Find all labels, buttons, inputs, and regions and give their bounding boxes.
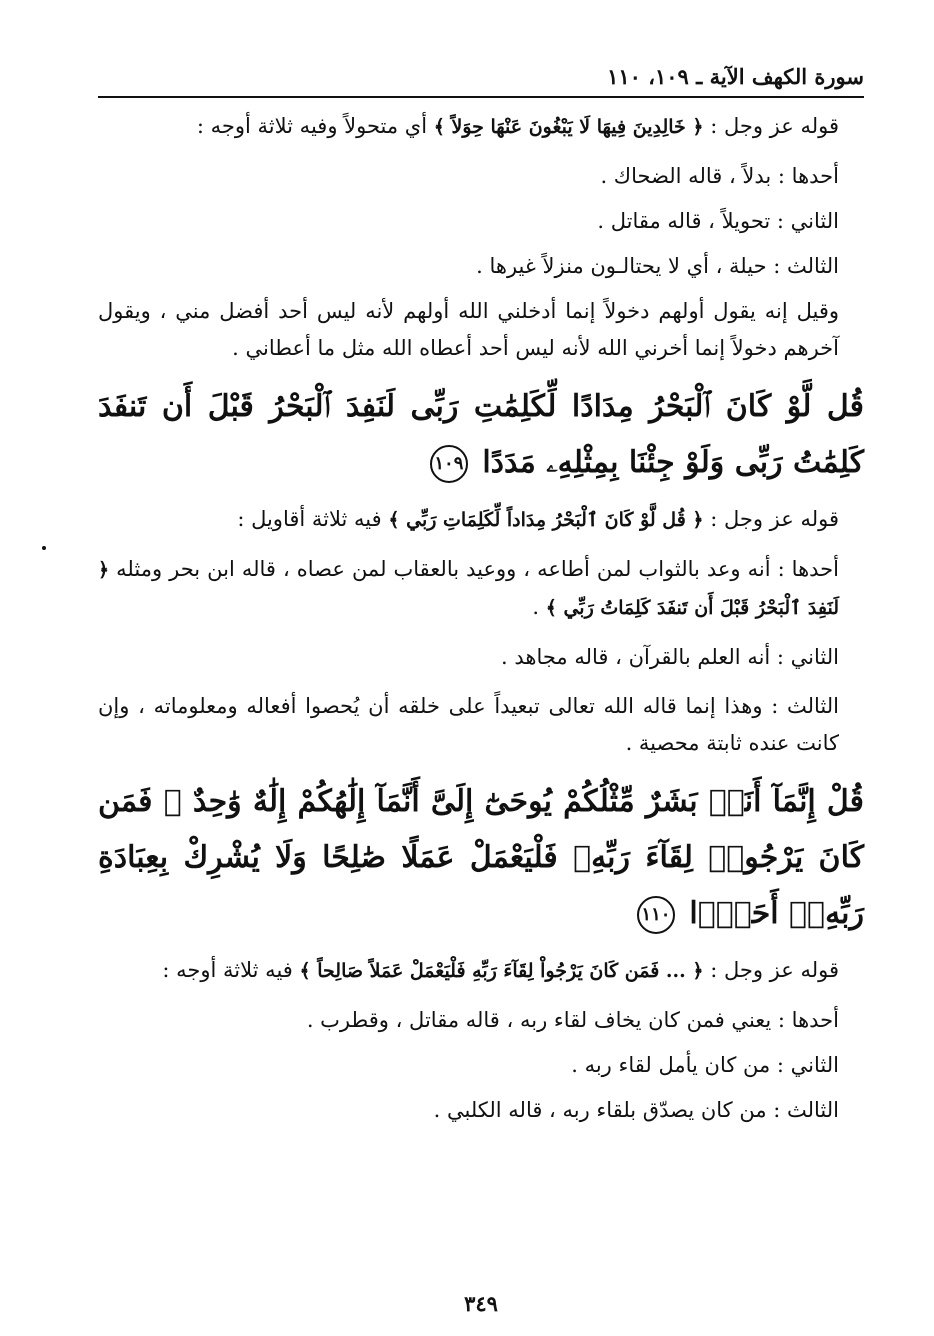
verse-110-text: قُلْ إِنَّمَآ أَنَا۠ بَشَرٌ مِّثْلُكُمْ يُوحَىٰٓ إِلَىَّ أَنَّمَآ إِلَٰهُكُمْ إِلَٰهٌ وَٰحِدٌ ۖ فَمَن كَانَ يَرْجُوا۟ لِقَآءَ رَبِّهِۦ فَلْيَعْمَلْ عَمَلًا صَٰلِحًا وَلَا يُشْرِكْ بِعِبَادَةِ رَبِّهِۦٓ أَحَدًۢا [98, 784, 864, 931]
section2-item-3: الثالث : وهذا إنما قاله الله تعالى تبعيداً على خلقه أن يُحصوا أفعاله ومعلوماته ، وإن كانت عنده ثابتة محصية . [98, 694, 839, 755]
section2-item-1-quote: ﴿ لَنَفِدَ ٱلْبَحْرُ قَبْلَ أَن تَنفَدَ كَلِمَاتُ رَبِّي ﴾ [98, 559, 839, 619]
page [98, 56, 864, 1316]
section1-extra: وقيل إنه يقول أولهم دخولاً إنما أدخلني الله أولهم لأنه ليس أحد أفضل مني ، ويقول آخرهم دخولاً إنما أخرني الله لأنه ليس أحد أعطاه الله مثل ما أعطاني . [98, 299, 839, 360]
section1-item-2: الثاني : تحويلاً ، قاله مقاتل . [597, 209, 839, 233]
section3-item-2: الثاني : من كان يأمل لقاء ربه . [571, 1053, 839, 1077]
section2-intro-prefix: قوله عز وجل : [703, 507, 839, 531]
verse-110 [98, 774, 864, 942]
section2-item-2: الثاني : أنه العلم بالقرآن ، قاله مجاهد . [501, 645, 839, 669]
section1-quote: ﴿ خَالِدِينَ فِيهَا لَا يَبْغُونَ عَنْهَا حِوَلاً ﴾ [433, 116, 704, 138]
section3-intro-suffix: فيه ثلاثة أوجه : [162, 958, 300, 982]
section3-item-3: الثالث : من كان يصدّق بلقاء ربه ، قاله الكلبي . [433, 1098, 839, 1122]
section2-item-1 [98, 551, 864, 627]
verse-109-number: ١٠٩ [430, 445, 468, 483]
section3-quote: ﴿ ... فَمَن كَانَ يَرْجُواْ لِقَآءَ رَبِّهِ فَلْيَعْمَلْ عَمَلاً صَالِحاً ﴾ [299, 960, 704, 982]
verse-109 [98, 379, 864, 491]
section1-item-1: أحدها : بدلاً ، قاله الضحاك . [600, 164, 839, 188]
section3-intro-prefix: قوله عز وجل : [703, 958, 839, 982]
verse-110-number: ١١٠ [637, 896, 675, 934]
header-title: سورة الكهف الآية ـ ١٠٩، ١١٠ [607, 64, 864, 89]
section3-list [98, 1002, 864, 1129]
stray-dot-mark [42, 546, 46, 550]
section3-intro [98, 952, 864, 990]
section2-intro-suffix: فيه ثلاثة أقاويل : [237, 507, 389, 531]
section2-quote: ﴿ قُل لَّوْ كَانَ ٱلْبَحْرُ مِدَاداً لِّكَلِمَاتِ رَبِّي ﴾ [388, 509, 704, 531]
page-number: ٣٤٩ [464, 1291, 498, 1316]
section1-intro-suffix: أي متحولاً وفيه ثلاثة أوجه : [196, 114, 434, 138]
section2-item-1-suffix: . [532, 595, 546, 619]
section1-intro [98, 108, 864, 146]
page-content [98, 108, 864, 1137]
verse-109-text: قُل لَّوْ كَانَ ٱلْبَحْرُ مِدَادًا لِّكَلِمَٰتِ رَبِّى لَنَفِدَ ٱلْبَحْرُ قَبْلَ أَن تَنفَدَ كَلِمَٰتُ رَبِّى وَلَوْ جِئْنَا بِمِثْلِهِۦ مَدَدًا [98, 389, 864, 480]
page-header [98, 56, 864, 98]
section1-intro-prefix: قوله عز وجل : [703, 114, 839, 138]
section2-intro [98, 501, 864, 539]
section1-item-3: الثالث : حيلة ، أي لا يحتالـون منزلاً غيرها . [476, 254, 839, 278]
section1-list [98, 158, 864, 285]
section2-item-1-prefix: أحدها : أنه وعد بالثواب لمن أطاعه ، ووعيد بالعقاب لمن عصاه ، قاله ابن بحر ومثله [109, 557, 839, 581]
section3-item-1: أحدها : يعني فمن كان يخاف لقاء ربه ، قاله مقاتل ، وقطرب . [306, 1008, 839, 1032]
